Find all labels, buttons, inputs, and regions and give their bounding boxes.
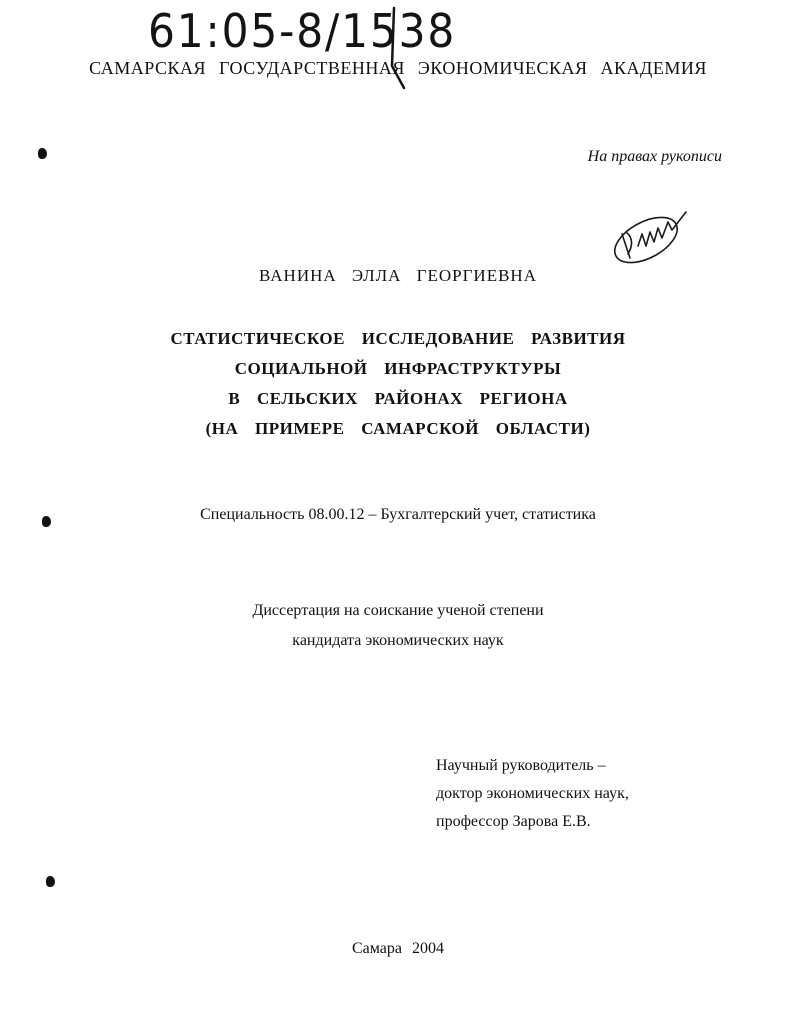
binding-hole-icon — [38, 148, 47, 159]
signature-icon — [606, 196, 696, 272]
dissertation-line: кандидата экономических наук — [292, 632, 504, 649]
academy-name: САМАРСКАЯ ГОСУДАРСТВЕННАЯ ЭКОНОМИЧЕСКАЯ АКАДЕМИЯ — [89, 58, 707, 78]
thesis-title — [0, 324, 796, 444]
city-year: Самара 2004 — [352, 940, 444, 957]
rights-note: На правах рукописи — [587, 148, 722, 165]
handwritten-registry-number: 61:05-8/1538 — [148, 4, 457, 58]
scientific-advisor — [436, 752, 629, 836]
thesis-title-line: СТАТИСТИЧЕСКОЕ ИССЛЕДОВАНИЕ РАЗВИТИЯ — [170, 329, 626, 348]
thesis-title-line: СОЦИАЛЬНОЙ ИНФРАСТРУКТУРЫ — [234, 359, 562, 378]
specialty: Специальность 08.00.12 – Бухгалтерский учет, статистика — [200, 506, 596, 523]
dissertation-degree — [0, 596, 796, 656]
advisor-line: доктор экономических наук, — [436, 785, 629, 802]
binding-hole-icon — [46, 876, 55, 887]
advisor-line: профессор Зарова Е.В. — [436, 813, 591, 830]
binding-hole-icon — [42, 516, 51, 527]
dissertation-line: Диссертация на соискание ученой степени — [252, 602, 544, 619]
advisor-line: Научный руководитель – — [436, 757, 606, 774]
thesis-title-line: (НА ПРИМЕРЕ САМАРСКОЙ ОБЛАСТИ) — [205, 419, 591, 438]
thesis-title-line: В СЕЛЬСКИХ РАЙОНАХ РЕГИОНА — [228, 389, 568, 408]
author-name: ВАНИНА ЭЛЛА ГЕОРГИЕВНА — [259, 266, 537, 285]
